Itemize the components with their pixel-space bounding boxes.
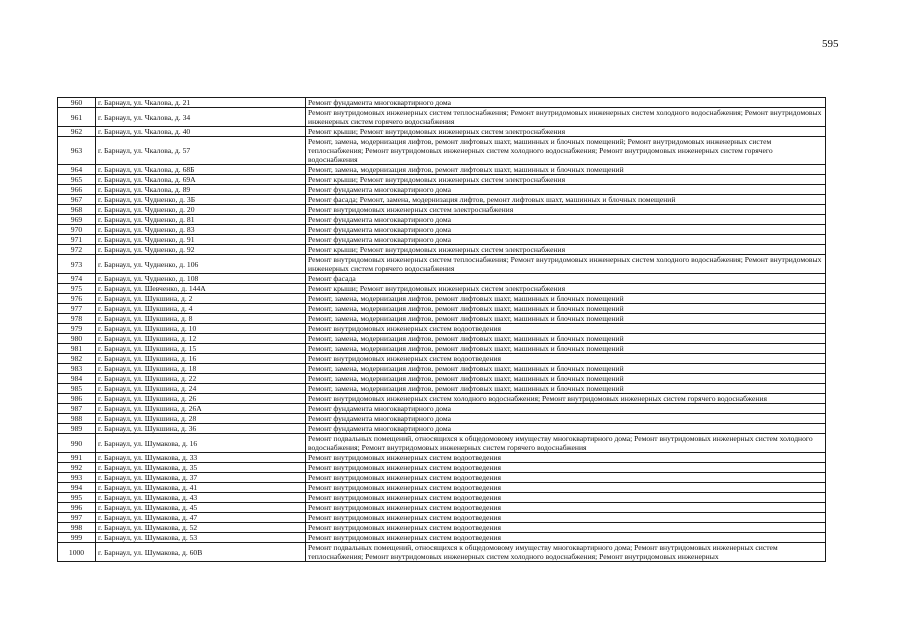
address-cell: г. Барнаул, ул. Чудненко, д. 3Б bbox=[96, 195, 306, 205]
table-row bbox=[58, 185, 826, 195]
address-cell: г. Барнаул, ул. Шукшина, д. 16 bbox=[96, 354, 306, 364]
table-row bbox=[58, 225, 826, 235]
table-row bbox=[58, 543, 826, 562]
repair-registry-table bbox=[57, 97, 826, 562]
works-cell: Ремонт внутридомовых инженерных систем водоотведения bbox=[306, 513, 826, 523]
works-cell: Ремонт, замена, модернизация лифтов, ремонт лифтовых шахт, машинных и блочных помещений bbox=[306, 364, 826, 374]
row-number: 968 bbox=[58, 205, 96, 215]
works-cell: Ремонт внутридомовых инженерных систем водоотведения bbox=[306, 324, 826, 334]
address-cell: г. Барнаул, ул. Шукшина, д. 26А bbox=[96, 404, 306, 414]
address-cell: г. Барнаул, ул. Чудненко, д. 106 bbox=[96, 255, 306, 274]
row-number: 992 bbox=[58, 463, 96, 473]
table-row bbox=[58, 235, 826, 245]
works-cell: Ремонт, замена, модернизация лифтов, ремонт лифтовых шахт, машинных и блочных помещений; Ремонт внутридомовых инженерных систем теплоснабжения; Ремонт внутридомовых инженерных систем холодного водоснабжения; Ремонт внутридомовых инженерных систем горячего водоснабжения bbox=[306, 137, 826, 165]
works-cell: Ремонт внутридомовых инженерных систем водоотведения bbox=[306, 463, 826, 473]
table-row bbox=[58, 513, 826, 523]
works-cell: Ремонт внутридомовых инженерных систем водоотведения bbox=[306, 493, 826, 503]
address-cell: г. Барнаул, ул. Шумакова, д. 37 bbox=[96, 473, 306, 483]
address-cell: г. Барнаул, ул. Шумакова, д. 33 bbox=[96, 453, 306, 463]
table-row bbox=[58, 215, 826, 225]
table-row bbox=[58, 304, 826, 314]
works-cell: Ремонт, замена, модернизация лифтов, ремонт лифтовых шахт, машинных и блочных помещений bbox=[306, 304, 826, 314]
row-number: 973 bbox=[58, 255, 96, 274]
address-cell: г. Барнаул, ул. Чудненко, д. 20 bbox=[96, 205, 306, 215]
row-number: 974 bbox=[58, 274, 96, 284]
address-cell: г. Барнаул, ул. Шукшина, д. 2 bbox=[96, 294, 306, 304]
address-cell: г. Барнаул, ул. Шукшина, д. 18 bbox=[96, 364, 306, 374]
works-cell: Ремонт крыши; Ремонт внутридомовых инженерных систем электроснабжения bbox=[306, 284, 826, 294]
works-cell: Ремонт внутридомовых инженерных систем водоотведения bbox=[306, 483, 826, 493]
works-cell: Ремонт внутридомовых инженерных систем водоотведения bbox=[306, 453, 826, 463]
address-cell: г. Барнаул, ул. Шукшина, д. 36 bbox=[96, 424, 306, 434]
address-cell: г. Барнаул, ул. Чудненко, д. 91 bbox=[96, 235, 306, 245]
table-row bbox=[58, 195, 826, 205]
works-cell: Ремонт крыши; Ремонт внутридомовых инженерных систем электроснабжения bbox=[306, 245, 826, 255]
table-row bbox=[58, 523, 826, 533]
address-cell: г. Барнаул, ул. Шумакова, д. 41 bbox=[96, 483, 306, 493]
address-cell: г. Барнаул, ул. Шумакова, д. 60В bbox=[96, 543, 306, 562]
row-number: 993 bbox=[58, 473, 96, 483]
address-cell: г. Барнаул, ул. Шумакова, д. 52 bbox=[96, 523, 306, 533]
address-cell: г. Барнаул, ул. Шукшина, д. 26 bbox=[96, 394, 306, 404]
address-cell: г. Барнаул, ул. Шукшина, д. 28 bbox=[96, 414, 306, 424]
table-row bbox=[58, 324, 826, 334]
table-row bbox=[58, 334, 826, 344]
address-cell: г. Барнаул, ул. Шукшина, д. 12 bbox=[96, 334, 306, 344]
address-cell: г. Барнаул, ул. Чудненко, д. 81 bbox=[96, 215, 306, 225]
address-cell: г. Барнаул, ул. Шевченко, д. 144А bbox=[96, 284, 306, 294]
address-cell: г. Барнаул, ул. Шукшина, д. 24 bbox=[96, 384, 306, 394]
row-number: 982 bbox=[58, 354, 96, 364]
row-number: 980 bbox=[58, 334, 96, 344]
row-number: 988 bbox=[58, 414, 96, 424]
row-number: 971 bbox=[58, 235, 96, 245]
table-row bbox=[58, 364, 826, 374]
works-cell: Ремонт фундамента многоквартирного дома bbox=[306, 424, 826, 434]
address-cell: г. Барнаул, ул. Чкалова, д. 69А bbox=[96, 175, 306, 185]
table-row bbox=[58, 175, 826, 185]
row-number: 987 bbox=[58, 404, 96, 414]
table-row bbox=[58, 424, 826, 434]
works-cell: Ремонт внутридомовых инженерных систем холодного водоснабжения; Ремонт внутридомовых инженерных систем горячего водоснабжения bbox=[306, 394, 826, 404]
works-cell: Ремонт, замена, модернизация лифтов, ремонт лифтовых шахт, машинных и блочных помещений bbox=[306, 334, 826, 344]
address-cell: г. Барнаул, ул. Шумакова, д. 47 bbox=[96, 513, 306, 523]
row-number: 962 bbox=[58, 127, 96, 137]
table-row bbox=[58, 434, 826, 453]
works-cell: Ремонт внутридомовых инженерных систем теплоснабжения; Ремонт внутридомовых инженерных систем холодного водоснабжения; Ремонт внутридомовых инженерных систем горячего водоснабжения bbox=[306, 255, 826, 274]
works-cell: Ремонт крыши; Ремонт внутридомовых инженерных систем электроснабжения bbox=[306, 127, 826, 137]
table-row bbox=[58, 274, 826, 284]
address-cell: г. Барнаул, ул. Чудненко, д. 83 bbox=[96, 225, 306, 235]
works-cell: Ремонт внутридомовых инженерных систем теплоснабжения; Ремонт внутридомовых инженерных систем холодного водоснабжения; Ремонт внутридомовых инженерных систем горячего водоснабжения bbox=[306, 108, 826, 127]
address-cell: г. Барнаул, ул. Чудненко, д. 108 bbox=[96, 274, 306, 284]
address-cell: г. Барнаул, ул. Шумакова, д. 43 bbox=[96, 493, 306, 503]
row-number: 967 bbox=[58, 195, 96, 205]
works-cell: Ремонт фасада; Ремонт, замена, модернизация лифтов, ремонт лифтовых шахт, машинных и блочных помещений bbox=[306, 195, 826, 205]
row-number: 961 bbox=[58, 108, 96, 127]
row-number: 978 bbox=[58, 314, 96, 324]
works-cell: Ремонт внутридомовых инженерных систем водоотведения bbox=[306, 503, 826, 513]
row-number: 963 bbox=[58, 137, 96, 165]
row-number: 985 bbox=[58, 384, 96, 394]
table-row bbox=[58, 404, 826, 414]
row-number: 1000 bbox=[58, 543, 96, 562]
address-cell: г. Барнаул, ул. Чкалова, д. 40 bbox=[96, 127, 306, 137]
works-cell: Ремонт фундамента многоквартирного дома bbox=[306, 98, 826, 108]
table-row bbox=[58, 314, 826, 324]
row-number: 972 bbox=[58, 245, 96, 255]
table-row bbox=[58, 414, 826, 424]
works-cell: Ремонт внутридомовых инженерных систем водоотведения bbox=[306, 533, 826, 543]
table-row bbox=[58, 245, 826, 255]
table-row bbox=[58, 294, 826, 304]
row-number: 981 bbox=[58, 344, 96, 354]
table-row bbox=[58, 344, 826, 354]
table-row bbox=[58, 473, 826, 483]
address-cell: г. Барнаул, ул. Чкалова, д. 89 bbox=[96, 185, 306, 195]
table-row bbox=[58, 284, 826, 294]
address-cell: г. Барнаул, ул. Шукшина, д. 10 bbox=[96, 324, 306, 334]
row-number: 965 bbox=[58, 175, 96, 185]
table-row bbox=[58, 463, 826, 473]
row-number: 969 bbox=[58, 215, 96, 225]
table-row bbox=[58, 108, 826, 127]
works-cell: Ремонт фасада bbox=[306, 274, 826, 284]
row-number: 984 bbox=[58, 374, 96, 384]
works-cell: Ремонт фундамента многоквартирного дома bbox=[306, 225, 826, 235]
row-number: 979 bbox=[58, 324, 96, 334]
works-cell: Ремонт, замена, модернизация лифтов, ремонт лифтовых шахт, машинных и блочных помещений bbox=[306, 294, 826, 304]
works-cell: Ремонт внутридомовых инженерных систем водоотведения bbox=[306, 354, 826, 364]
table-row bbox=[58, 255, 826, 274]
row-number: 970 bbox=[58, 225, 96, 235]
works-cell: Ремонт, замена, модернизация лифтов, ремонт лифтовых шахт, машинных и блочных помещений bbox=[306, 344, 826, 354]
row-number: 983 bbox=[58, 364, 96, 374]
page-number: 595 bbox=[822, 38, 839, 50]
row-number: 991 bbox=[58, 453, 96, 463]
address-cell: г. Барнаул, ул. Шукшина, д. 8 bbox=[96, 314, 306, 324]
table-row bbox=[58, 533, 826, 543]
table-row bbox=[58, 205, 826, 215]
row-number: 966 bbox=[58, 185, 96, 195]
table-row bbox=[58, 354, 826, 364]
address-cell: г. Барнаул, ул. Чкалова, д. 57 bbox=[96, 137, 306, 165]
works-cell: Ремонт фундамента многоквартирного дома bbox=[306, 215, 826, 225]
row-number: 976 bbox=[58, 294, 96, 304]
works-cell: Ремонт подвальных помещений, относящихся к общедомовому имуществу многоквартирного дома; Ремонт внутридомовых инженерных систем теплоснабжения; Ремонт внутридомовых инженерных систем холодного водоснабжения; Ремонт внутридомовых инженерных bbox=[306, 543, 826, 562]
address-cell: г. Барнаул, ул. Шумакова, д. 35 bbox=[96, 463, 306, 473]
table-row bbox=[58, 394, 826, 404]
works-cell: Ремонт подвальных помещений, относящихся к общедомовому имуществу многоквартирного дома; Ремонт внутридомовых инженерных систем холодного водоснабжения; Ремонт внутридомовых инженерных систем горячего водоснабжения bbox=[306, 434, 826, 453]
address-cell: г. Барнаул, ул. Чудненко, д. 92 bbox=[96, 245, 306, 255]
address-cell: г. Барнаул, ул. Шукшина, д. 15 bbox=[96, 344, 306, 354]
table-row bbox=[58, 483, 826, 493]
works-cell: Ремонт фундамента многоквартирного дома bbox=[306, 185, 826, 195]
row-number: 989 bbox=[58, 424, 96, 434]
address-cell: г. Барнаул, ул. Чкалова, д. 68Б bbox=[96, 165, 306, 175]
works-cell: Ремонт, замена, модернизация лифтов, ремонт лифтовых шахт, машинных и блочных помещений bbox=[306, 165, 826, 175]
works-cell: Ремонт фундамента многоквартирного дома bbox=[306, 404, 826, 414]
row-number: 977 bbox=[58, 304, 96, 314]
works-cell: Ремонт фундамента многоквартирного дома bbox=[306, 414, 826, 424]
table-row bbox=[58, 384, 826, 394]
table-row bbox=[58, 374, 826, 384]
works-cell: Ремонт, замена, модернизация лифтов, ремонт лифтовых шахт, машинных и блочных помещений bbox=[306, 314, 826, 324]
works-cell: Ремонт, замена, модернизация лифтов, ремонт лифтовых шахт, машинных и блочных помещений bbox=[306, 374, 826, 384]
registry-rows bbox=[58, 98, 826, 562]
table-row bbox=[58, 165, 826, 175]
address-cell: г. Барнаул, ул. Шумакова, д. 53 bbox=[96, 533, 306, 543]
row-number: 995 bbox=[58, 493, 96, 503]
address-cell: г. Барнаул, ул. Шукшина, д. 22 bbox=[96, 374, 306, 384]
row-number: 994 bbox=[58, 483, 96, 493]
row-number: 964 bbox=[58, 165, 96, 175]
address-cell: г. Барнаул, ул. Чкалова, д. 21 bbox=[96, 98, 306, 108]
row-number: 996 bbox=[58, 503, 96, 513]
works-cell: Ремонт, замена, модернизация лифтов, ремонт лифтовых шахт, машинных и блочных помещений bbox=[306, 384, 826, 394]
works-cell: Ремонт внутридомовых инженерных систем электроснабжения bbox=[306, 205, 826, 215]
row-number: 997 bbox=[58, 513, 96, 523]
works-cell: Ремонт крыши; Ремонт внутридомовых инженерных систем электроснабжения bbox=[306, 175, 826, 185]
table-row bbox=[58, 127, 826, 137]
address-cell: г. Барнаул, ул. Шумакова, д. 16 bbox=[96, 434, 306, 453]
address-cell: г. Барнаул, ул. Чкалова, д. 34 bbox=[96, 108, 306, 127]
row-number: 998 bbox=[58, 523, 96, 533]
table-row bbox=[58, 493, 826, 503]
row-number: 960 bbox=[58, 98, 96, 108]
works-cell: Ремонт внутридомовых инженерных систем водоотведения bbox=[306, 473, 826, 483]
address-cell: г. Барнаул, ул. Шукшина, д. 4 bbox=[96, 304, 306, 314]
table-row bbox=[58, 503, 826, 513]
row-number: 986 bbox=[58, 394, 96, 404]
table-row bbox=[58, 98, 826, 108]
table-row bbox=[58, 453, 826, 463]
works-cell: Ремонт фундамента многоквартирного дома bbox=[306, 235, 826, 245]
row-number: 975 bbox=[58, 284, 96, 294]
row-number: 990 bbox=[58, 434, 96, 453]
row-number: 999 bbox=[58, 533, 96, 543]
works-cell: Ремонт внутридомовых инженерных систем водоотведения bbox=[306, 523, 826, 533]
table-row bbox=[58, 137, 826, 165]
address-cell: г. Барнаул, ул. Шумакова, д. 45 bbox=[96, 503, 306, 513]
